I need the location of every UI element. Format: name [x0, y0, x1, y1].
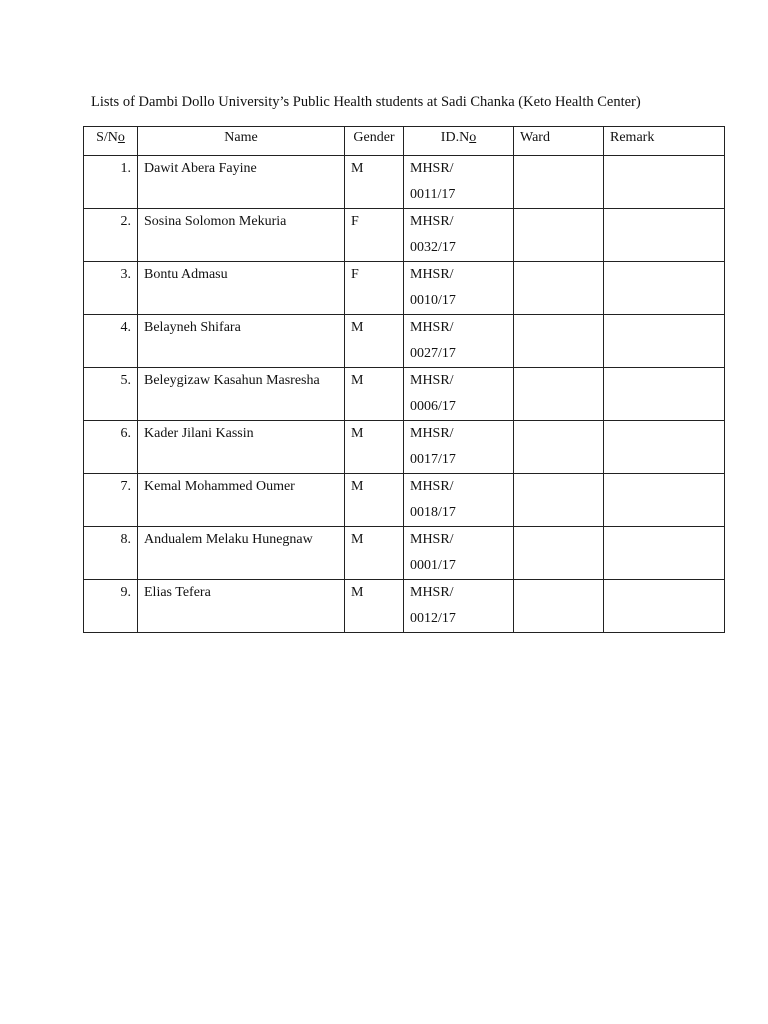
table-row	[84, 474, 725, 527]
cell-gender: M	[345, 474, 404, 527]
id-line-2: 0010/17	[410, 293, 456, 308]
cell-gender: M	[345, 580, 404, 633]
cell-id	[404, 315, 514, 368]
table-header-row	[84, 127, 725, 156]
cell-sn: 4.	[84, 315, 138, 368]
table-row	[84, 527, 725, 580]
id-line-2: 0032/17	[410, 240, 456, 255]
cell-sn: 8.	[84, 527, 138, 580]
cell-sn: 6.	[84, 421, 138, 474]
cell-id	[404, 580, 514, 633]
cell-gender: F	[345, 209, 404, 262]
cell-remark	[604, 156, 725, 209]
cell-name: Andualem Melaku Hunegnaw	[138, 527, 345, 580]
table-row	[84, 262, 725, 315]
cell-id	[404, 262, 514, 315]
id-line-1: MHSR/	[410, 426, 454, 441]
table-row	[84, 156, 725, 209]
table-row	[84, 580, 725, 633]
cell-id	[404, 527, 514, 580]
cell-sn: 5.	[84, 368, 138, 421]
id-line-2: 0012/17	[410, 611, 456, 626]
cell-remark	[604, 580, 725, 633]
cell-id	[404, 368, 514, 421]
cell-remark	[604, 262, 725, 315]
id-line-1: MHSR/	[410, 214, 454, 229]
cell-sn: 7.	[84, 474, 138, 527]
cell-remark	[604, 368, 725, 421]
id-line-2: 0001/17	[410, 558, 456, 573]
cell-name: Kemal Mohammed Oumer	[138, 474, 345, 527]
cell-sn: 1.	[84, 156, 138, 209]
header-ward: Ward	[514, 127, 604, 156]
cell-name: Belayneh Shifara	[138, 315, 345, 368]
cell-remark	[604, 315, 725, 368]
cell-name: Kader Jilani Kassin	[138, 421, 345, 474]
cell-remark	[604, 421, 725, 474]
header-gender: Gender	[345, 127, 404, 156]
cell-ward	[514, 315, 604, 368]
cell-ward	[514, 156, 604, 209]
cell-name: Bontu Admasu	[138, 262, 345, 315]
id-line-2: 0027/17	[410, 346, 456, 361]
cell-name: Elias Tefera	[138, 580, 345, 633]
id-line-2: 0017/17	[410, 452, 456, 467]
cell-name: Beleygizaw Kasahun Masresha	[138, 368, 345, 421]
cell-name: Dawit Abera Fayine	[138, 156, 345, 209]
id-line-1: MHSR/	[410, 320, 454, 335]
cell-name: Sosina Solomon Mekuria	[138, 209, 345, 262]
cell-id	[404, 156, 514, 209]
table-row	[84, 209, 725, 262]
header-sn-text: S/N	[96, 130, 118, 145]
id-line-1: MHSR/	[410, 373, 454, 388]
id-line-1: MHSR/	[410, 585, 454, 600]
cell-gender: M	[345, 315, 404, 368]
table-row	[84, 315, 725, 368]
document-title: Lists of Dambi Dollo University’s Public Health students at Sadi Chanka (Keto Health Center)	[91, 94, 641, 110]
cell-ward	[514, 262, 604, 315]
cell-ward	[514, 368, 604, 421]
table-row	[84, 368, 725, 421]
header-id-text: ID.N	[440, 130, 470, 145]
header-id	[404, 127, 514, 156]
cell-remark	[604, 209, 725, 262]
cell-sn: 9.	[84, 580, 138, 633]
header-sn	[84, 127, 138, 156]
cell-id	[404, 209, 514, 262]
cell-ward	[514, 580, 604, 633]
cell-remark	[604, 527, 725, 580]
id-line-2: 0011/17	[410, 187, 456, 202]
cell-ward	[514, 474, 604, 527]
header-remark: Remark	[604, 127, 725, 156]
id-line-1: MHSR/	[410, 479, 454, 494]
cell-ward	[514, 209, 604, 262]
cell-gender: M	[345, 156, 404, 209]
header-sn-suffix: o	[117, 130, 125, 145]
cell-sn: 3.	[84, 262, 138, 315]
cell-gender: M	[345, 527, 404, 580]
cell-gender: F	[345, 262, 404, 315]
cell-remark	[604, 474, 725, 527]
id-line-2: 0006/17	[410, 399, 456, 414]
id-line-1: MHSR/	[410, 267, 454, 282]
id-line-2: 0018/17	[410, 505, 456, 520]
cell-gender: M	[345, 421, 404, 474]
header-name: Name	[138, 127, 345, 156]
id-line-1: MHSR/	[410, 532, 454, 547]
id-line-1: MHSR/	[410, 161, 454, 176]
cell-ward	[514, 527, 604, 580]
header-id-suffix: o	[469, 130, 477, 145]
cell-sn: 2.	[84, 209, 138, 262]
cell-ward	[514, 421, 604, 474]
table-row	[84, 421, 725, 474]
cell-id	[404, 421, 514, 474]
student-table	[83, 126, 725, 633]
cell-id	[404, 474, 514, 527]
cell-gender: M	[345, 368, 404, 421]
